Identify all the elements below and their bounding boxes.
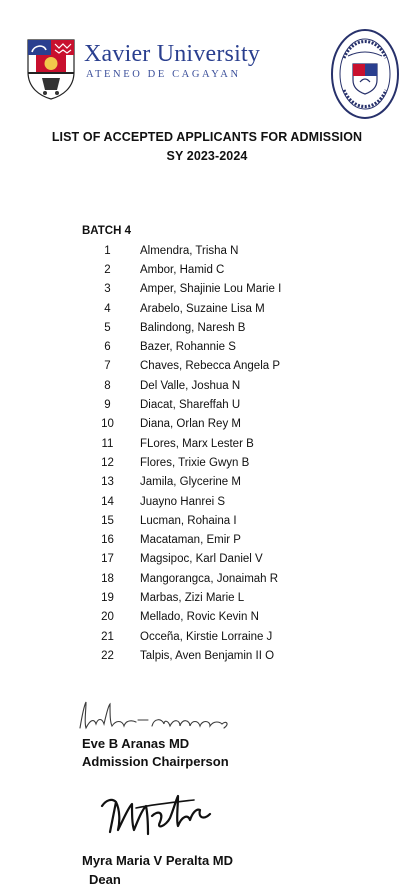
applicant-name: Diana, Orlan Rey M [140, 418, 241, 431]
applicant-row [92, 530, 372, 549]
applicant-name: Chaves, Rebecca Angela P [140, 360, 281, 373]
applicant-number: 4 [104, 302, 111, 315]
applicant-row [92, 627, 372, 646]
applicant-name: Diacat, Shareffah U [140, 399, 241, 412]
applicant-row [92, 376, 372, 395]
applicant-number: 12 [101, 456, 114, 469]
applicant-number: 1 [104, 244, 111, 257]
applicant-list [92, 241, 372, 666]
applicant-number: 8 [104, 379, 111, 392]
dean-title: Dean [89, 872, 121, 887]
school-seal-icon [330, 28, 400, 120]
applicant-name: Talpis, Aven Benjamin II O [140, 649, 275, 662]
applicant-name: Magsipoc, Karl Daniel V [140, 553, 263, 566]
applicant-row [92, 511, 372, 530]
applicant-row [92, 646, 372, 665]
signature-dean [96, 786, 216, 844]
applicant-number: 2 [104, 263, 111, 276]
batch-label: BATCH 4 [82, 225, 131, 237]
applicant-number: 11 [101, 437, 114, 450]
applicant-row [92, 569, 372, 588]
applicant-name: Del Valle, Joshua N [140, 379, 241, 392]
applicant-row [92, 608, 372, 627]
applicant-number: 13 [101, 476, 114, 489]
applicant-number: 14 [101, 495, 114, 508]
applicant-name: Amper, Shajinie Lou Marie I [140, 283, 282, 296]
applicant-number: 3 [104, 283, 111, 296]
applicant-number: 10 [101, 418, 114, 431]
chairperson-name: Eve B Aranas MD [82, 736, 190, 751]
applicant-number: 7 [104, 360, 111, 373]
applicant-row [92, 395, 372, 414]
applicant-name: Lucman, Rohaina I [140, 514, 237, 527]
university-name: Xavier University [84, 41, 261, 67]
applicant-number: 21 [101, 630, 114, 643]
university-subtitle: ATENEO DE CAGAYAN [86, 69, 241, 80]
applicant-number: 15 [101, 514, 114, 527]
chairperson-title: Admission Chairperson [82, 754, 229, 769]
applicant-number: 6 [104, 341, 111, 354]
applicant-number: 16 [101, 534, 114, 547]
applicant-number: 17 [101, 553, 114, 566]
xavier-crest-logo [26, 38, 76, 100]
applicant-row [92, 492, 372, 511]
applicant-name: Arabelo, Suzaine Lisa M [140, 302, 265, 315]
applicant-number: 20 [101, 611, 114, 624]
applicant-number: 5 [104, 321, 111, 334]
applicant-row [92, 337, 372, 356]
applicant-name: Bazer, Rohannie S [140, 341, 236, 354]
applicant-row [92, 473, 372, 492]
university-brand [84, 40, 260, 80]
applicant-name: Juayno Hanrei S [140, 495, 226, 508]
applicant-name: Marbas, Zizi Marie L [140, 591, 245, 604]
applicant-row [92, 241, 372, 260]
applicant-name: Occeña, Kirstie Lorraine J [140, 630, 273, 643]
applicant-number: 22 [101, 649, 114, 662]
applicant-row [92, 357, 372, 376]
applicant-name: Flores, Trixie Gwyn B [140, 456, 250, 469]
applicant-number: 18 [101, 572, 114, 585]
applicant-name: Mangorangca, Jonaimah R [140, 572, 279, 585]
applicant-number: 19 [101, 591, 114, 604]
applicant-name: Macataman, Emir P [140, 534, 241, 547]
applicant-name: Balindong, Naresh B [140, 321, 246, 334]
applicant-name: Jamila, Glycerine M [140, 476, 241, 489]
applicant-row [92, 415, 372, 434]
school-year: SY 2023-2024 [166, 149, 248, 163]
applicant-row [92, 453, 372, 472]
applicant-row [92, 550, 372, 569]
applicant-row [92, 434, 372, 453]
applicant-row [92, 318, 372, 337]
applicant-row [92, 260, 372, 279]
applicant-number: 9 [104, 399, 111, 412]
applicant-row [92, 280, 372, 299]
applicant-name: Ambor, Hamid C [140, 263, 225, 276]
applicant-name: Almendra, Trisha N [140, 244, 239, 257]
applicant-row [92, 299, 372, 318]
dean-name: Myra Maria V Peralta MD [82, 853, 234, 868]
document-title: LIST OF ACCEPTED APPLICANTS FOR ADMISSION [51, 130, 363, 144]
applicant-name: FLores, Marx Lester B [140, 437, 254, 450]
signature-chairperson [74, 698, 234, 732]
applicant-name: Mellado, Rovic Kevin N [140, 611, 259, 624]
applicant-row [92, 588, 372, 607]
